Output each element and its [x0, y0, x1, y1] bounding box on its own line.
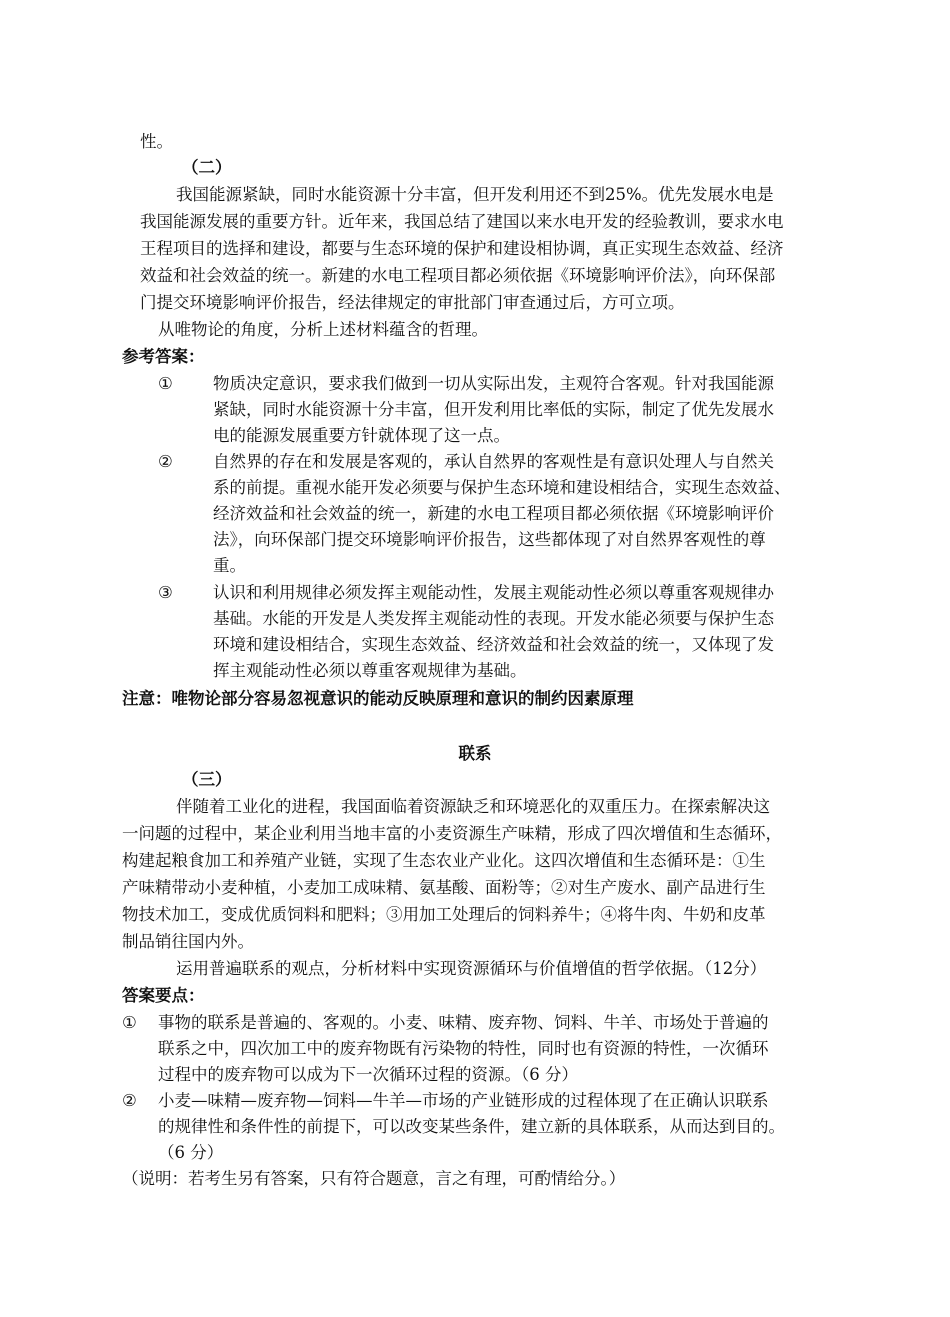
answer-label: 参考答案：	[122, 347, 205, 366]
answer-marker: ①	[122, 1013, 137, 1032]
section-title: 联系	[458, 744, 492, 763]
remark-text: （说明：若考生另有答案，只有符合题意，言之有理，可酌情给分。）	[122, 1169, 626, 1188]
material-line: 物技术加工，变成优质饲料和肥料；③用加工处理后的饲料养牛；④将牛肉、牛奶和皮革	[122, 905, 766, 924]
answer-line: 的规律性和条件性的前提下，可以改变某些条件，建立新的具体联系，从而达到目的。	[158, 1117, 785, 1136]
answer-line: 紧缺，同时水能资源十分丰富，但开发利用比率低的实际，制定了优先发展水	[213, 400, 774, 419]
question-text: 从唯物论的角度，分析上述材料蕴含的哲理。	[158, 320, 488, 339]
answer-marker: ②	[158, 452, 173, 471]
question-text: 运用普遍联系的观点，分析材料中实现资源循环与价值增值的哲学依据。（12分）	[176, 959, 767, 978]
section-heading-2: （二）	[182, 158, 232, 177]
answer-marker: ①	[158, 374, 173, 393]
answer-label: 答案要点：	[122, 986, 205, 1005]
answer-marker: ③	[158, 583, 173, 602]
answer-line: 环境和建设相结合，实现生态效益、经济效益和社会效益的统一，又体现了发	[213, 635, 774, 654]
material-line: 我国能源紧缺，同时水能资源十分丰富，但开发利用还不到25%。优先发展水电是	[176, 185, 774, 204]
answer-marker: ②	[122, 1091, 137, 1110]
answer-line: 经济效益和社会效益的统一，新建的水电工程项目都必须依据《环境影响评价	[213, 504, 774, 523]
answer-line: 过程中的废弃物可以成为下一次循环过程的资源。（6 分）	[158, 1065, 578, 1084]
material-line: 构建起粮食加工和养殖产业链，实现了生态农业产业化。这四次增值和生态循环是：①生	[122, 851, 766, 870]
answer-line: 重。	[213, 556, 246, 575]
answer-line: 物质决定意识，要求我们做到一切从实际出发，主观符合客观。针对我国能源	[213, 374, 774, 393]
material-line: 一问题的过程中，某企业利用当地丰富的小麦资源生产味精，形成了四次增值和生态循环，	[122, 824, 782, 843]
answer-line: 挥主观能动性必须以尊重客观规律为基础。	[213, 661, 527, 680]
section-heading-3: （三）	[182, 770, 232, 789]
continuation-text: 性。	[140, 132, 173, 151]
note-text: 注意：唯物论部分容易忽视意识的能动反映原理和意识的制约因素原理	[122, 689, 634, 708]
material-line: 门提交环境影响评价报告，经法律规定的审批部门审查通过后，方可立项。	[140, 293, 685, 312]
material-line: 我国能源发展的重要方针。近年来，我国总结了建国以来水电开发的经验教训，要求水电	[140, 212, 784, 231]
material-line: 效益和社会效益的统一。新建的水电工程项目都必须依据《环境影响评价法》，向环保部	[140, 266, 776, 285]
answer-line: 联系之中，四次加工中的废弃物既有污染物的特性，同时也有资源的特性，一次循环	[158, 1039, 769, 1058]
answer-line: 认识和利用规律必须发挥主观能动性，发展主观能动性必须以尊重客观规律办	[213, 583, 774, 602]
answer-line: 法》，向环保部门提交环境影响评价报告，这些都体现了对自然界客观性的尊	[213, 530, 766, 549]
answer-line: 事物的联系是普遍的、客观的。小麦、味精、废弃物、饲料、牛羊、市场处于普遍的	[158, 1013, 769, 1032]
material-line: 王程项目的选择和建设，都要与生态环境的保护和建设相协调，真正实现生态效益、经济	[140, 239, 784, 258]
answer-line: （6 分）	[158, 1143, 224, 1162]
answer-line: 系的前提。重视水能开发必须要与保护生态环境和建设相结合，实现生态效益、	[213, 478, 791, 497]
answer-line: 电的能源发展重要方针就体现了这一点。	[213, 426, 510, 445]
material-line: 伴随着工业化的进程，我国面临着资源缺乏和环境恶化的双重压力。在探索解决这	[176, 797, 770, 816]
answer-line: 自然界的存在和发展是客观的，承认自然界的客观性是有意识处理人与自然关	[213, 452, 774, 471]
answer-line: 基础。水能的开发是人类发挥主观能动性的表现。开发水能必须要与保护生态	[213, 609, 774, 628]
answer-line: 小麦—味精—废弃物—饲料—牛羊—市场的产业链形成的过程体现了在正确认识联系	[158, 1091, 769, 1110]
material-line: 产味精带动小麦种植，小麦加工成味精、氨基酸、面粉等；②对生产废水、副产品进行生	[122, 878, 766, 897]
material-line: 制品销往国内外。	[122, 932, 254, 951]
